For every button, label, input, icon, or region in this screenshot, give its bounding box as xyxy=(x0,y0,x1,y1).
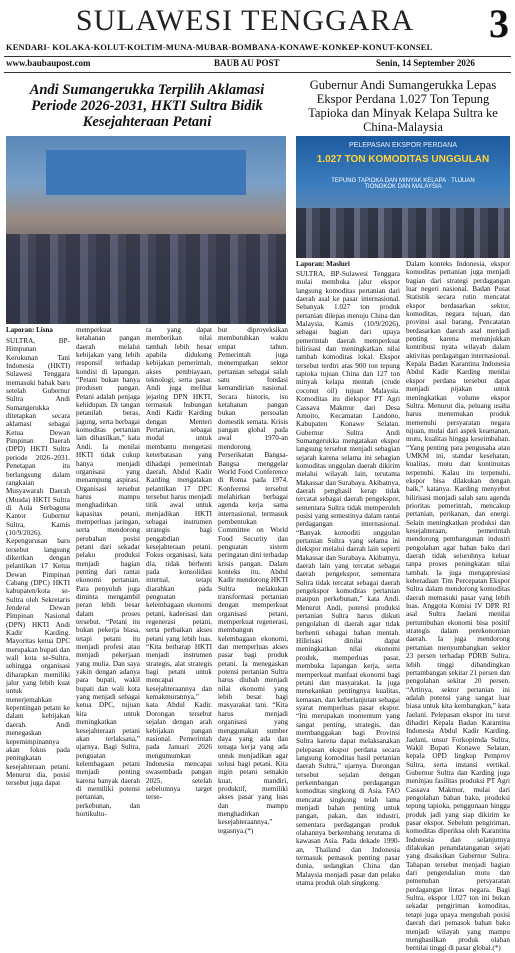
left-photo-credit: Laporan: Lisna xyxy=(6,326,53,334)
left-article-col-3: ra yang dapat memberikan nilai tambah lebih besar apabila didukung kebijakan pemerintah, akses pembiayaan, teknologi, serta pasar. Andi juga melihat jejaring DPN HKTI, termasuk hubungan Andi Kadir Karding dengan Menteri Pertanian, sebagai modal untuk membantu mengetasi keterbatasan yang dihadapi pemerintah daerah. Abdul Kadir Karding mengatakan pelantikan 17 DPC tersebut harus menjadi titik awal untuk menjadikan HKTI sebagai instrumen strategis bagi pengabdian kesejahteraan petani. Fokus organisasi, kata dia, tidak berhenti pada konsolidasi internal, tetapi diarahkan pada penguatan kelembagaan ekonomi petani, kaderisasi dan regenerasi petani, serta perbaikan akses petani yang lebih luas. “Kita berharap HKTI menjadi instrumen strategis, alat strategis bagi petani untuk mencapai kesejahteraannya dan kemakmurannya,” kata Abdul Kadir. Dorongan tersebut sejalan dengan arah kebijakan pangan nasional. Pemerintah pada Januari 2026 mengumumkan Indonesia mencapai swasembada pangan 2025, setelah sebelumnya target terse- xyxy=(146,326,212,802)
audience xyxy=(6,234,286,324)
event-crowd xyxy=(296,208,510,258)
left-article-photo xyxy=(6,136,286,324)
banner-subtitle: TEPUNG TAPIOKA DAN MINYAK KELAPA · TUJUAN TIONGKOK DAN MALAYSIA xyxy=(331,178,475,190)
right-article-col-2: Dalam konteks Indonesia, ekspor komoditas pertanian juga menjadi bagian dari strategi perdagangan luar negeri nasional. Badan Pusat Statistik secara rutin mencatat ekspor berdasarkan sektor, komoditas, negara tujuan, dan provinsi asal barang. Pencatatan berdasarkan daerah asal menjadi penting karena menunjukkan kontribusi nyata wilayah dalam aktivitas perdagangan internasional. Kepala Badan Karantina Indonesia Abdul Kadir Karding menilai ekspor perdana tersebut dapat menjadi pijakan untuk meningkatkan volume ekspor Sultra. Menurut dia, peluang usaha harus menemukan produk memenuhi persyaratan negara tujuan, mulai dari aspek keamanan, mutu, kualitas hingga keseimbahan. “Yang penting para pengusaha atau UMKM ini, standar kesehatan, kualitas, mutu dan kontinuitas terpenuhi. Kalau itu terpenuhi, ekspor bisa dilakukan dengan baik,” katanya. Karding menyebut hilirisasi menjadi salah satu agenda prioritas pemerintah, mencakup pertanian, perikanan, dan energi. Selain meningkatkan produksi dan kesejahteraan, pemerintah mendorong pembangunan industri pengolahan agar bahan baku dari daerah tidak seluruhnya keluar tanpa proses peningkatan nilai tambah. Ia juga mengapresiasi keberadaan Tim Percepatan Ekspor Sultra dalam mendorong komoditas daerah memasuki pasar yang lebih luas. Anggota Komisi IV DPR RI asal Sultra Jaelani menilai pertumbuhan ekonomi bisa positif strategis dalam perekonomian daerah. Ia juga mendorong pertanian menyumbangkan sektor 23 persen terhadap PDRB Sultra, lebih tinggi dibandingkan pertambangan sekitar 21 persen dan pengolahan sekitar 20 persen. “Artinya, sektor pertanian ini adalah potensi yang sangat luar biasa untuk kita kembangkan,” kata Jaelani. Pelepasan ekspor itu turut dihadiri Kepala Badan Karantina Indonesia Abdul Kadir Karding, Jaelani, unsur Forkopimda Sultra, Wakil Bupati Konawe Selatan, kepala OPD lingkup Pemprov Sultra, serta instansi vertikal. Gubernur Sultra dan Karding juga meninjau fasilitas produksi PT Agri Cassava Makmur, mulai dari pengolahan bahan baku, produksi tepung tapioka, penggunaan hingga produk jadi yang siap dikirim ke pasar ekspor. Sebelum pengiriman, komoditas diperiksa oleh Karantina Indonesia dan selanjutnya dilakukan penandatanganan sejati yang disaksikan Gubernur Sultra. Tahapan tersebut menjadi bagian dari pengendalian mutu dan pemenuhan persyaratan perdagangan lintas negara. Bagi Sultra, ekspor 1.027 ton ini bukan sekadar pengiriman komoditas, tetapi juga upaya mengubah posisi daerah dari pemasok bahan baku menjadi wilayah yang mampu menghasilkan produk olahan bernilai tinggi di pasar global.(*) xyxy=(406,260,510,953)
paper-name: BAUB AU POST xyxy=(214,58,280,68)
region-list: KENDARI- KOLAKA-KOLUT-KOLTIM-MUNA-MUBAR-BOMBANA-KONAWE-KONKEP-KONUT-KONSEL xyxy=(6,43,433,52)
right-photo-credit: Laporan: Masluri xyxy=(296,260,350,268)
stage-screen xyxy=(46,150,246,195)
right-article-headline: Gubernur Andi Sumangerukka Lepas Ekspor Perdana 1.027 Ton Tepung Tapioka dan Minyak Kelapa Sultra ke China-Malaysia xyxy=(308,78,498,134)
divider xyxy=(4,72,511,73)
page-number: 3 xyxy=(489,1,509,46)
website-url[interactable]: www.baubaupost.com xyxy=(6,58,91,68)
left-article-col-4: but diproyeksikan membutuhkan waktu empat tahun. Pemerintah juga menempatkan sektor pertanian sebagai salah satu fondasi kemandirian nasional. Secara historis, isu ketahanan pangan bukan persoalan domestik semata. Krisis pangan global pada awal 1970-an mendorong Perserikatan Bangsa-Bangsa menggelar World Food Conference di Roma pada 1974. Konferensi tersebut melahirkan berbagai agenda kerja sama internasional, termasuk pembentukan Committee on World Food Security dan penguatan sistem peringatan dini terhadap krisis pangan. Dalam konteks itu, Abdul Kadir mendorong HKTI Sultra melakukan transformasi pertanian dengan memperkuat organisasi petani, memperkuat regenerasi, membangun kelembagaan ekonomi, dan memperluas akses pasar bagi produk petani. Ia menegaskan potensi pertanian Sultra harus diubah menjadi nilai ekonomi yang lebih besar bagi masyarakat tani. “Kita harus menjadi organisasi yang menggunakan sumber daya yang ada dan tenaga kerja yang ada untuk menjadikan agar solusi bagi petani. Kita ingin petani semakin kuat, mandiri, produktif, memiliki akses pasar yang luas dan mampu menghadirkan kesejahteraannya,” tegasnya.(*) xyxy=(218,326,288,835)
banner-caption: PELEPASAN EKSPOR PERDANA xyxy=(348,142,458,149)
banner-headline: 1.027 TON KOMODITAS UNGGULAN xyxy=(316,154,490,165)
masthead-title: SULAWESI TENGGARA xyxy=(75,4,415,37)
masthead xyxy=(0,0,515,90)
right-article-photo xyxy=(296,136,510,258)
left-article-col-1: SULTRA, BP- Himpunan Kerukunan Tani Indonesia (HKTI) Sulawesi Tenggara memasuki babak baru setelah Gubernur Sultra Andi Sumangerukka ditetapkan secara aklamasi sebagai Ketua Dewan Pimpinan Daerah (DPD) HKTI Sultra periode 2026–2031. Penetapan itu berlangsung dalam rangkaian Musyawarah Daerah (Musda) HKTI Sultra di Aula Serbaguna Kantor Gubernur Sultra, Kamis (10/9/2026). Kepengurusan baru tersebut langsung dikerikan dengan pelantikan 17 Ketua Dewan Pimpinan Cabang (DPC) HKTI kabupaten/kota se-Sultra oleh Sekretaris Jenderal Dewan Pimpinan Nasional (DPN) HKTI Andi Kadir Karding. Mayoritas ketua DPC merupakan bupati dan wali kota se-Sultra, sehingga organisasi diharapkan memiliki jalur yang lebih kuat untuk menerjemahkan kepentingan petani ke dalam kebijakan daerah. Andi menegaskan kepemimpinannya akan fokus pada peningkatan kesejahteraan petani. Menurut dia, posisi tersebut juga dapat xyxy=(6,337,70,788)
info-bar xyxy=(4,58,511,71)
divider xyxy=(4,56,511,57)
left-article-headline: Andi Sumangerukka Terpilih Aklamasi Periode 2026-2031, HKTI Sultra Bidik Kesejahteraan Petani xyxy=(29,82,265,130)
issue-date: Senin, 14 September 2026 xyxy=(376,58,475,68)
left-article-col-2: memperkuat ketahanan pangan daerah melalui kebijakan yang lebih responsif terhadap kondisi di lapangan. “Petani bukan hanya produsen pangan. Petani adalah penjaga kehidupan. Di tangan petanilah beras, jagung, serta berbagai komoditas pertanian lain dihasilkan,” kata Andi. Ia menilai HKTI tidak cukup hanya menjadi organisasi yang menampung aspirasi. Organisasi tersebut harus mampu menghadirkan kapasitas petani, memperluas jaringan, serta mendorong perubahan posisi petani dari sekadar pelaku produksi menjadi bagian penting dari rantai ekonomi pertanian. Para penyuluh juga diminta mengambil peran lebih besar dalam proses tersebut. “Petani itu bukan pekerja biasa, tetapi petani itu menjadi profesi atau menjadi pekerjaan yang mulia. Dan saya yakin dengan adanya para bupati, wakil bupati dan wali kota yang menjadi sebagai ketua DPC, tujuan kita untuk meningkatkan kesejahteraan petani akan terlaksana,” ujarnya. Bagi Sultra, penguatan kelembagaan petani menjadi penting karena banyak daerah di memiliki potensi pertanian, perkebunan, dan hortikultu- xyxy=(76,326,140,818)
right-article-col-1: SULTRA, BP-Sulawesi Tenggara mulai membuka jalur ekspor langsung komoditas pertanian dari daerah asal ke pasar internasional. Sebanyak 1.027 ton produk pertanian dilepas menuju China dan Malaysia, Kamis (10/9/2026), sebagai bagian dari upaya pemerintah daerah memperkuat hilirisasi dan meningkatkan nilai tambah komoditas lokal. Ekspor tersebut terdiri atas 900 ton tepung tapioka tujuan China dan 127 ton minyak kelapa mentah (crude coconut oil) tujuan Malaysia. Komoditas itu diekspor PT Agri Cassava Makmur dari Desa Amoito, Kecamatan Landono, Kabupaten Konawe Selatan. Gubernur Sultra Andi Sumangerukka mengatakan ekspor langsung tersebut menjadi sebagian sejarah karena selama ini sebagian komoditas unggulan daerah dikirim melalui wilayah lain, terutama Makassar dan Surabaya. Akibatnya, daerah penghasil kerap tidak tercatat sebagai daerah pengekspor, sementara Sultra tidak memperoleh posisi yang semestinya dalam rantai perdagangan internasional. “Banyak komoditi unggulan pertanian Sultra yang selama ini diekspor melalui daerah lain seperti Makassar dan Surabaya. Akibatnya, daerah lain yang tercatat sebagai daerah pengekspor, sementara Sultra tidak tercatat sebagai daerah pengekspor komoditas pertanian maupun perkebunan,” kata Andi. Menurut Andi, potensi produksi pertanian Sultra harus diikuti pengolahan di daerah agar tidak berhenti sebagai bahan mentah. Hilirisasi dinilai dapat meningkatkan nilai ekonomi produk, memperluas pasar, membuka lapangan kerja, serta memperkuat manfaat ekonomi bagi petani dan masyarakat. Ia juga menekankan pentingnya kualitas, kemasan, dan keberlanjutan sebagai syarat memperluas pasar ekspor. “Ini merupakan momentum yang sangat penting, strategis, dan membanggakan bagi Provinsi Sultra karena dapat melaksanakan pelepasan ekspor perdana secara langsung komoditas hasil pertanian daerah Sultra,” ujarnya. Dorongan tersebut sejalan dengan perkembangan perdagangan komoditas singkong di Asia. FAO mencatat singkong telah lama menjadi bahan penting untuk pangan, pakan, dan industri, sementara perdagangan produk olahannya berkembang terutama di kawasan Asia. Pada dekade 1990-an, Thailand dan Indonesia termasuk pemasok penting pasar dunia, sedangkan China dan Malaysia menjadi pasar dan pelaku utama produk olah singkong. xyxy=(296,270,400,888)
